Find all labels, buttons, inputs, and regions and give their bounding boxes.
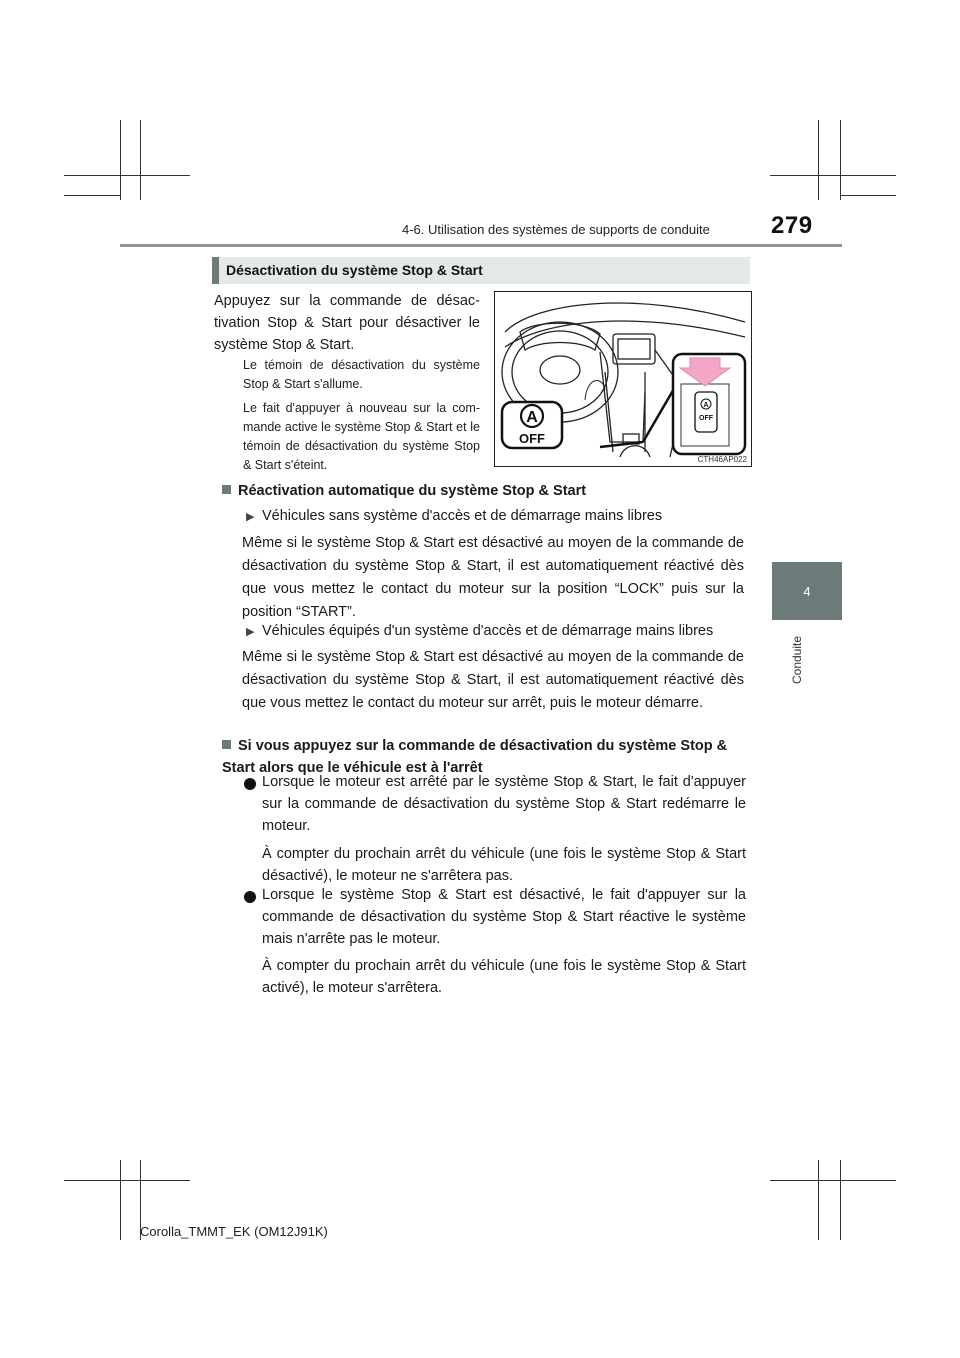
- chapter-label-container: [786, 632, 806, 692]
- crop-mark: [64, 175, 190, 176]
- crop-mark: [840, 120, 841, 200]
- case-label: Véhicules équipés d'un système d'accès et de démarrage mains libres: [262, 623, 714, 639]
- case-label: Véhicules sans système d'accès et de démarrage mains libres: [262, 508, 663, 524]
- section-title: Désactivation du système Stop & Start: [226, 262, 483, 278]
- case-text: Même si le système Stop & Start est désactivé au moyen de la commande de désactivation du système Stop & Start, il est automatiquement réactivé dès que vous mettez le contact du moteur sur la position “LOCK” puis sur la position “START”.: [242, 535, 744, 620]
- round-bullet-icon: [244, 778, 256, 790]
- crop-mark: [120, 120, 121, 200]
- section-reference: 4-6. Utilisation des systèmes de supports de conduite: [402, 222, 710, 237]
- switch-letter: A: [703, 402, 709, 409]
- reactivation-heading: Réactivation automatique du système Stop & Start: [222, 480, 752, 502]
- note-text: Le témoin de désactivation du système Stop & Start s'allume.: [243, 358, 480, 391]
- crop-mark: [64, 1180, 190, 1181]
- figure-code: CTH46AP022: [697, 455, 747, 464]
- crop-mark: [818, 1160, 819, 1240]
- round-bullet-icon: [244, 891, 256, 903]
- chapter-label: Conduite: [790, 635, 804, 684]
- square-bullet-icon: [222, 740, 231, 749]
- stopped-heading: Si vous appuyez sur la commande de désactivation du système Stop & Start alors que le véhicule est à l'arrêt: [222, 738, 728, 776]
- page-number: 279: [771, 212, 813, 239]
- footer-text: Corolla_TMMT_EK (OM12J91K): [140, 1224, 328, 1239]
- section-title-bar: [212, 257, 750, 284]
- dashboard-drawing: [495, 292, 751, 466]
- crop-mark: [120, 1160, 121, 1240]
- square-bullet-icon: [222, 485, 231, 494]
- header-rule: [120, 244, 842, 247]
- crop-mark: [840, 195, 896, 196]
- section-accent: [212, 257, 219, 284]
- bullet-text: À compter du prochain arrêt du véhicule (une fois le système Stop & Start activé), le moteur s'arrêtera.: [262, 958, 746, 996]
- dashboard-illustration: [494, 291, 752, 467]
- note-text: Le fait d'appuyer à nouveau sur la commande active le système Stop & Start et le témoin de désactivation du système Stop & Start s'éteint.: [243, 401, 480, 472]
- bullet-text: À compter du prochain arrêt du véhicule (une fois le système Stop & Start désactivé), le moteur ne s'arrêtera pas.: [262, 846, 746, 884]
- crop-mark: [64, 195, 120, 196]
- switch-text: OFF: [699, 415, 713, 422]
- triangle-bullet-icon: ▶: [246, 626, 255, 638]
- crop-mark: [840, 1160, 841, 1240]
- callout-text: OFF: [519, 431, 545, 446]
- bullet-text: Lorsque le moteur est arrêté par le système Stop & Start, le fait d'appuyer sur la commande de désactivation du système Stop & Start redémarre le moteur.: [262, 774, 746, 834]
- chapter-tab: [772, 562, 842, 620]
- intro-text: Appuyez sur la commande de désactivation Stop & Start pour désactiver le système Stop & Start.: [214, 293, 480, 353]
- crop-mark: [770, 175, 896, 176]
- crop-mark: [818, 120, 819, 200]
- crop-mark: [770, 1180, 896, 1181]
- chapter-number: 4: [803, 584, 811, 599]
- bullet-text: Lorsque le système Stop & Start est désactivé, le fait d'appuyer sur la commande de désactivation du système Stop & Start réactive le système mais n'arrête pas le moteur.: [262, 887, 746, 947]
- callout-letter: A: [526, 409, 538, 426]
- triangle-bullet-icon: ▶: [246, 511, 255, 523]
- case-text: Même si le système Stop & Start est désactivé au moyen de la commande de désactivation du système Stop & Start, il est automatiquement réactivé dès que vous mettez le contact du moteur sur arrêt, puis le moteur démarre.: [242, 649, 744, 711]
- crop-mark: [140, 120, 141, 200]
